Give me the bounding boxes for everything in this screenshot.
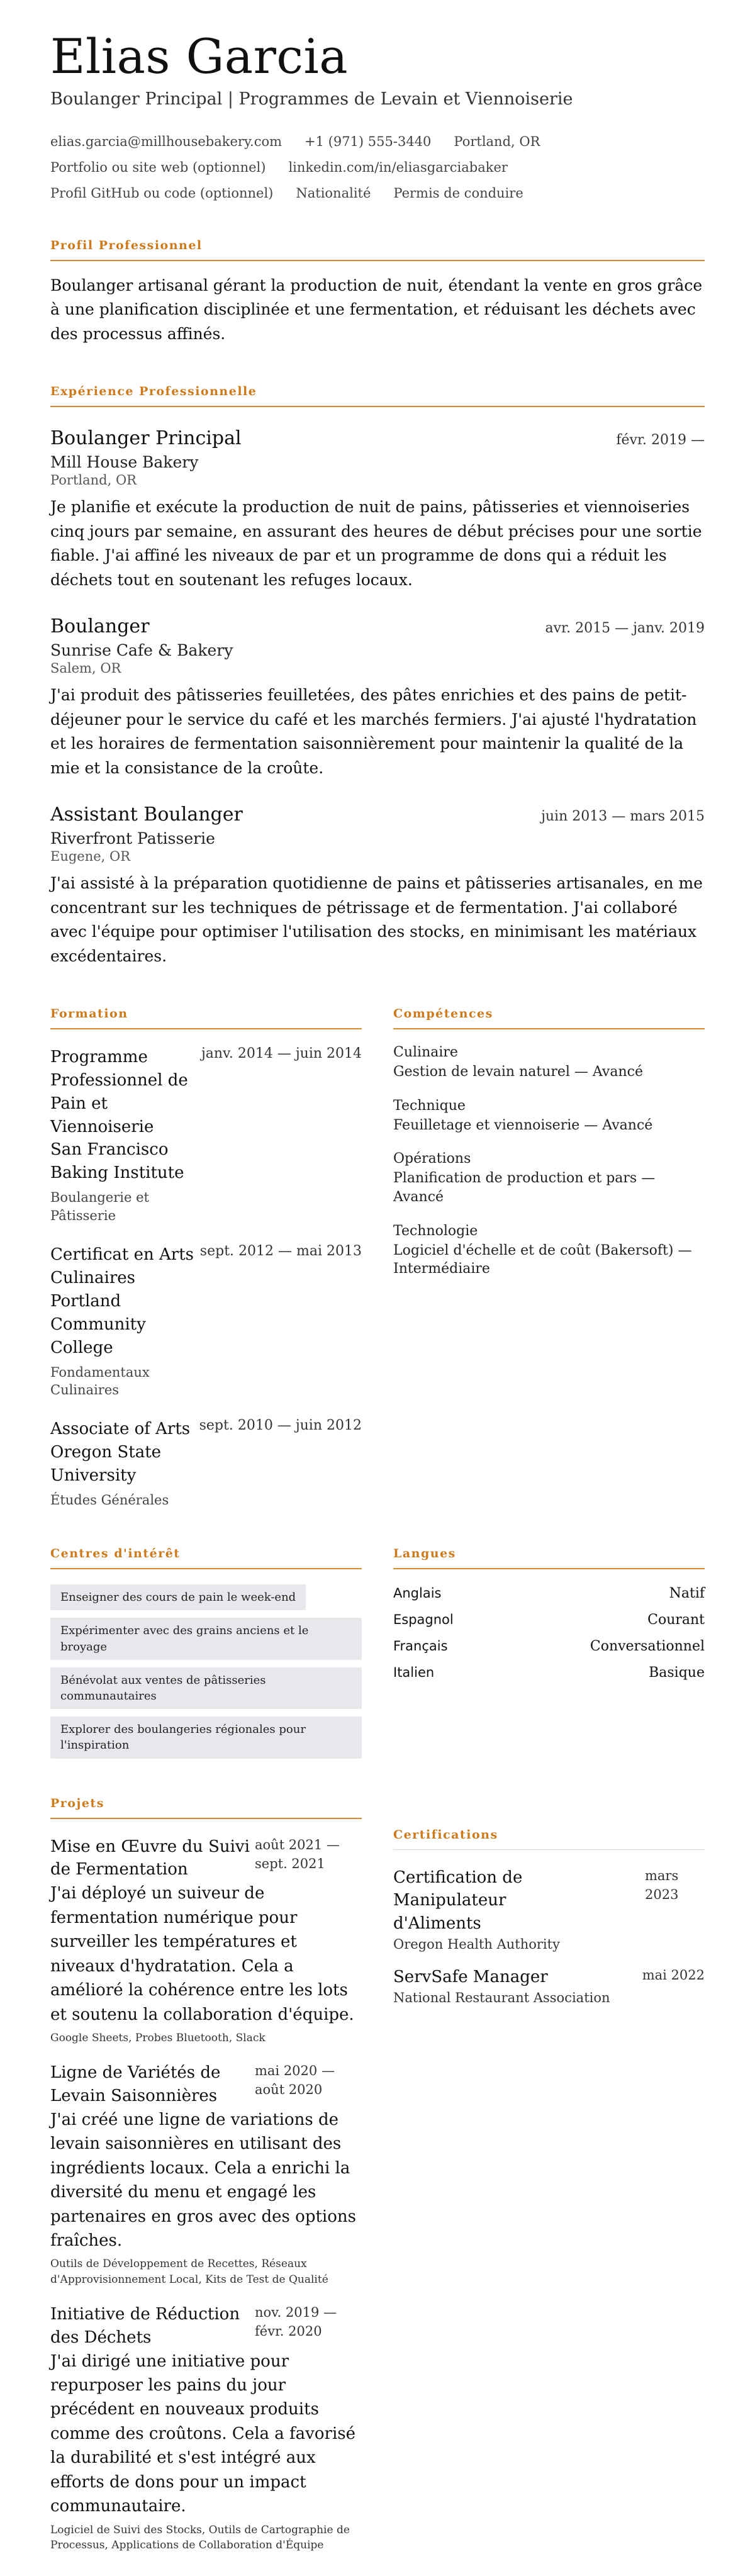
section-title: Langues bbox=[393, 1547, 705, 1569]
language-level: Basique bbox=[649, 1665, 705, 1681]
interest-tag: Enseigner des cours de pain le week-end bbox=[50, 1584, 306, 1610]
certification-name: Certification de Manipulateur d'Aliments bbox=[393, 1868, 523, 1934]
project-tools: Google Sheets, Probes Bluetooth, Slack bbox=[50, 2032, 266, 2045]
section-title: Compétences bbox=[393, 1007, 705, 1029]
education-dates: janv. 2014 — juin 2014 bbox=[201, 1045, 362, 1061]
project-dates: nov. 2019 — févr. 2020 bbox=[255, 2304, 337, 2339]
contact-github[interactable]: Profil GitHub ou code (optionnel) bbox=[50, 185, 274, 201]
certification-date: mars 2023 bbox=[645, 1868, 679, 1902]
contact-info bbox=[50, 134, 705, 201]
skill-item bbox=[393, 1044, 705, 1082]
section-title: Centres d'intérêt bbox=[50, 1547, 362, 1569]
job-company: Sunrise Cafe & Bakery bbox=[50, 641, 233, 659]
profile-section bbox=[50, 238, 705, 347]
project-tools: Logiciel de Suivi des Stocks, Outils de Cartographie de Processus, Applications de Collaboration d'Équipe bbox=[50, 2523, 350, 2552]
certification-name: ServSafe Manager bbox=[393, 1968, 548, 1987]
skills-list bbox=[393, 1044, 705, 1279]
skills-section bbox=[393, 1007, 705, 1509]
contact-email[interactable]: elias.garcia@millhousebakery.com bbox=[50, 133, 282, 149]
project-title: Ligne de Variétés de Levain Saisonnières bbox=[50, 2063, 221, 2105]
education-skills-row bbox=[50, 1007, 705, 1509]
profile-summary: Boulanger artisanal gérant la production de nuit, étendant la vente en gros grâce à une planification disciplinée et une fermentation, et réduisant les déchets avec des processus affinés. bbox=[50, 276, 703, 344]
education-details bbox=[50, 1046, 198, 1224]
job-description: J'ai assisté à la préparation quotidienne de pains et pâtisseries artisanales, en me concentrant sur les techniques de pétrissage et de fermentation. J'ai collaboré avec l'équipe pour optimiser l'utilisation des stocks, en minimisant les matériaux excédentaires. bbox=[50, 873, 703, 966]
job-title: Boulanger bbox=[50, 615, 150, 637]
projects-certifications-row bbox=[50, 1796, 705, 2554]
job-description: J'ai produit des pâtisseries feuilletées, des pâtes enrichies et des pains de petit-déjeuner pour le service du café et les marchés fermiers. J'ai ajusté l'hydratation et les horaires de fermentation saisonnièrement pour maintenir la qualité de la mie et la consistance de la croûte. bbox=[50, 685, 697, 778]
job-company: Riverfront Patisserie bbox=[50, 829, 215, 848]
education-field: Études Générales bbox=[50, 1492, 169, 1508]
language-name: Espagnol bbox=[393, 1612, 454, 1628]
education-item bbox=[50, 1243, 362, 1399]
contact-row-1 bbox=[50, 134, 705, 149]
languages-list bbox=[393, 1586, 705, 1681]
section-title: Profil Professionnel bbox=[50, 238, 705, 261]
project-head bbox=[50, 2303, 362, 2349]
skill-category: Technique bbox=[393, 1097, 466, 1114]
contact-linkedin[interactable]: linkedin.com/in/eliasgarciabaker bbox=[288, 159, 508, 175]
contact-row-3 bbox=[50, 186, 705, 201]
candidate-name: Elias Garcia bbox=[50, 28, 349, 84]
education-school: Oregon State University bbox=[50, 1443, 162, 1485]
section-title: Projets bbox=[50, 1796, 362, 1819]
education-details bbox=[50, 1418, 198, 1509]
skill-item bbox=[393, 1223, 705, 1279]
certification-issuer: National Restaurant Association bbox=[393, 1990, 610, 2006]
education-field: Boulangerie et Pâtisserie bbox=[50, 1190, 149, 1223]
language-item bbox=[393, 1612, 705, 1628]
project-item bbox=[50, 1835, 362, 2046]
language-name: Italien bbox=[393, 1665, 435, 1681]
languages-section bbox=[393, 1547, 705, 1758]
skill-item bbox=[393, 1098, 705, 1135]
job-dates: févr. 2019 — bbox=[616, 432, 705, 448]
certification-details bbox=[393, 1966, 610, 2005]
contact-nationality: Nationalité bbox=[296, 185, 371, 201]
job-location: Salem, OR bbox=[50, 660, 121, 676]
education-degree: Associate of Arts bbox=[50, 1420, 191, 1439]
language-level: Natif bbox=[669, 1586, 705, 1602]
job-dates: avr. 2015 — janv. 2019 bbox=[545, 620, 705, 636]
job-head bbox=[50, 615, 705, 637]
job-description: Je planifie et exécute la production de nuit de pains, pâtisseries et viennoiseries cinq jours par semaine, en assurant des heures de début précises pour une sortie fiable. J'ai affiné les niveaux de par et un programme de dons qui a réduit les déchets tout en soutenant les refuges locaux. bbox=[50, 497, 702, 590]
project-description: J'ai déployé un suiveur de fermentation numérique pour surveiller les températures et niveaux d'hydratation. Cela a amélioré la cohérence entre les lots et soutenu la collaboration d'équipe. bbox=[50, 1884, 354, 2024]
skill-item bbox=[393, 1151, 705, 1206]
education-dates: sept. 2012 — mai 2013 bbox=[199, 1243, 362, 1259]
project-item bbox=[50, 2061, 362, 2288]
project-item bbox=[50, 2303, 362, 2553]
project-dates: août 2021 — sept. 2021 bbox=[255, 1837, 340, 1871]
skill-value: Planification de production et pars — Avancé bbox=[393, 1170, 656, 1205]
skill-category: Culinaire bbox=[393, 1044, 458, 1060]
education-details bbox=[50, 1243, 198, 1399]
project-dates: mai 2020 — août 2020 bbox=[255, 2063, 335, 2098]
certification-date: mai 2022 bbox=[642, 1968, 705, 1983]
contact-phone[interactable]: +1 (971) 555-3440 bbox=[305, 133, 432, 149]
skill-value: Gestion de levain naturel — Avancé bbox=[393, 1063, 643, 1080]
job-head bbox=[50, 427, 705, 449]
certification-issuer: Oregon Health Authority bbox=[393, 1937, 560, 1952]
language-item bbox=[393, 1665, 705, 1681]
job-title: Assistant Boulanger bbox=[50, 803, 243, 826]
language-level: Courant bbox=[647, 1612, 705, 1628]
project-title: Mise en Œuvre du Suivi de Fermentation bbox=[50, 1837, 250, 1879]
project-head bbox=[50, 1835, 362, 1882]
section-title: Formation bbox=[50, 1007, 362, 1029]
section-title: Expérience Professionnelle bbox=[50, 384, 705, 407]
contact-row-2 bbox=[50, 160, 705, 175]
education-list bbox=[50, 1046, 362, 1509]
interests-languages-row bbox=[50, 1547, 705, 1758]
skill-category: Opérations bbox=[393, 1151, 471, 1167]
education-degree: Certificat en Arts Culinaires bbox=[50, 1245, 194, 1287]
contact-license: Permis de conduire bbox=[393, 185, 523, 201]
education-school: San Francisco Baking Institute bbox=[50, 1140, 184, 1183]
language-item bbox=[393, 1586, 705, 1601]
candidate-headline: Boulanger Principal | Programmes de Levain et Viennoiserie bbox=[50, 89, 573, 109]
project-tools: Outils de Développement de Recettes, Réseaux d'Approvisionnement Local, Kits de Test de Qualité bbox=[50, 2258, 328, 2287]
education-field: Fondamentaux Culinaires bbox=[50, 1364, 150, 1397]
interests-list bbox=[50, 1584, 362, 1758]
education-item bbox=[50, 1418, 362, 1509]
certifications-header bbox=[393, 1828, 705, 1850]
interest-tag: Explorer des boulangeries régionales pour l'inspiration bbox=[50, 1716, 362, 1758]
certification-item bbox=[393, 1866, 705, 1952]
language-name: Anglais bbox=[393, 1586, 442, 1601]
job-location: Portland, OR bbox=[50, 472, 137, 488]
resume-header bbox=[50, 30, 705, 201]
skill-value: Feuilletage et viennoiserie — Avancé bbox=[393, 1117, 653, 1133]
education-item bbox=[50, 1046, 362, 1224]
language-item bbox=[393, 1638, 705, 1654]
certifications-list bbox=[393, 1866, 705, 2006]
interests-section bbox=[50, 1547, 362, 1758]
education-degree: Programme Professionnel de Pain et Viennoiserie bbox=[50, 1047, 188, 1136]
projects-list bbox=[50, 1835, 362, 2554]
education-section bbox=[50, 1007, 362, 1509]
certification-item bbox=[393, 1966, 705, 2005]
project-description: J'ai créé une ligne de variations de levain saisonnières en utilisant des ingrédients locaux. Cela a enrichi la diversité du menu et engagé les partenaires en gros avec des options fraîches. bbox=[50, 2110, 356, 2250]
education-dates: sept. 2010 — juin 2012 bbox=[199, 1418, 362, 1434]
contact-portfolio[interactable]: Portfolio ou site web (optionnel) bbox=[50, 159, 266, 175]
experience-section bbox=[50, 384, 705, 969]
skill-category: Technologie bbox=[393, 1223, 478, 1239]
project-description: J'ai dirigé une initiative pour repurposer les pains du jour précédent en nouveaux produits comme des croûtons. Cela a favorisé la durabilité et s'est intégré aux efforts de dons pour un impact communautaire. bbox=[50, 2351, 355, 2516]
language-name: Français bbox=[393, 1638, 448, 1654]
job-item bbox=[50, 427, 705, 593]
skill-value: Logiciel d'échelle et de coût (Bakersoft) — Intermédiaire bbox=[393, 1242, 692, 1277]
contact-location: Portland, OR bbox=[454, 133, 540, 149]
projects-section bbox=[50, 1796, 362, 2554]
job-item bbox=[50, 615, 705, 781]
section-title: Certifications bbox=[393, 1828, 705, 1850]
interest-tag: Expérimenter avec des grains anciens et le broyage bbox=[50, 1618, 362, 1659]
job-dates: juin 2013 — mars 2015 bbox=[541, 808, 705, 824]
experience-list bbox=[50, 427, 705, 969]
project-head bbox=[50, 2061, 362, 2108]
job-head bbox=[50, 804, 705, 826]
interest-tag: Bénévolat aux ventes de pâtisseries communautaires bbox=[50, 1667, 362, 1709]
job-company: Mill House Bakery bbox=[50, 452, 199, 471]
certification-details bbox=[393, 1866, 595, 1952]
job-item bbox=[50, 804, 705, 969]
education-school: Portland Community College bbox=[50, 1291, 146, 1357]
project-title: Initiative de Réduction des Déchets bbox=[50, 2304, 240, 2347]
language-level: Conversationnel bbox=[590, 1638, 705, 1655]
job-location: Eugene, OR bbox=[50, 848, 131, 864]
job-title: Boulanger Principal bbox=[50, 427, 242, 449]
certifications-section bbox=[393, 1796, 705, 2554]
